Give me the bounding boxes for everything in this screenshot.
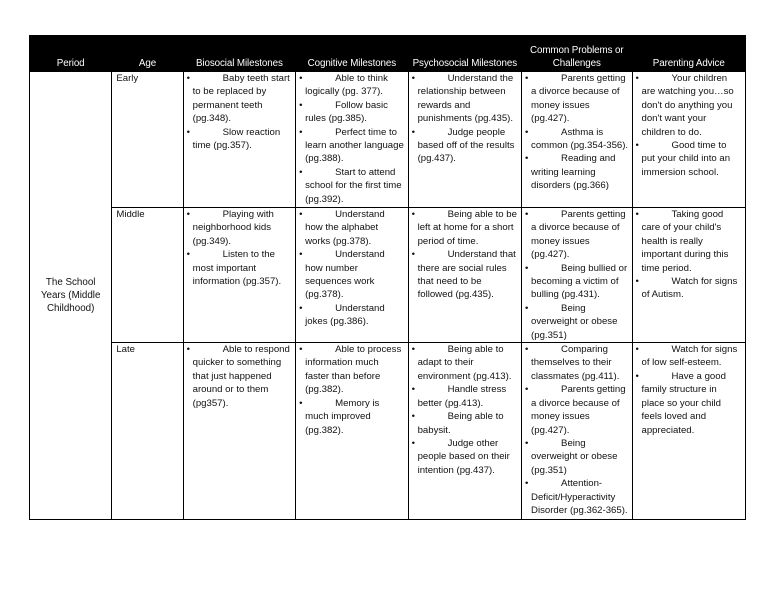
bullet-icon: • (525, 153, 529, 165)
table-row-late (30, 343, 746, 520)
biosocial-cell (183, 208, 295, 343)
list-item (525, 208, 628, 262)
bullet-icon: • (411, 344, 415, 356)
bullet-icon: • (635, 140, 639, 152)
list-item (525, 72, 628, 126)
list-item (187, 248, 292, 288)
header-parenting: Parenting Advice (632, 36, 746, 72)
problems-cell (522, 208, 632, 343)
list-item-text: Able to think logically (pg. 377). (305, 73, 388, 98)
biosocial-cell (183, 343, 295, 520)
list-item-text: Perfect time to learn another language (pg.388). (305, 126, 404, 165)
header-age: Age (112, 36, 183, 72)
list-item-text: Understand that there are social rules that need to be followed (pg.435). (417, 249, 516, 301)
header-row (30, 36, 746, 72)
table-row-early (30, 72, 746, 208)
list-item-text: Taking good care of your child's health is really important during this time period. (641, 209, 729, 274)
list-item (299, 208, 404, 248)
list-item-text: Able to respond quicker to something that just happened around or to them (pg357). (192, 344, 290, 409)
list-item (412, 126, 518, 166)
list-item (525, 383, 628, 437)
cognitive-cell (296, 72, 408, 208)
list-item (412, 437, 518, 477)
cognitive-cell (296, 208, 408, 343)
milestones-table (29, 35, 746, 520)
psychosocial-cell (408, 208, 521, 343)
bullet-icon: • (635, 276, 639, 288)
header-biosocial: Biosocial Milestones (183, 36, 295, 72)
list-item (187, 126, 292, 153)
bullet-icon: • (186, 209, 190, 220)
age-cell: Early (112, 72, 183, 208)
list-item (525, 152, 628, 192)
list-item-text: Parents getting a divorce because of money issues (pg.427). (531, 73, 626, 125)
problems-cell (522, 72, 632, 208)
list-item (299, 166, 404, 206)
list-item-text: Memory is much improved (pg.382). (305, 397, 380, 436)
cognitive-cell (296, 343, 408, 520)
list-item-text: Being able to adapt to their environment (pg.413). (417, 344, 512, 382)
list-item-text: Able to process information much faster than before (pg.382). (305, 344, 402, 396)
list-item (525, 262, 628, 302)
bullet-icon: • (411, 249, 415, 261)
bullet-icon: • (299, 99, 303, 111)
list-item-text: Follow basic rules (pg.385). (305, 99, 388, 125)
bullet-icon: • (186, 344, 190, 356)
list-item-text: Asthma is common (pg.354-356). (531, 126, 629, 152)
list-item (412, 208, 518, 248)
list-item (187, 343, 292, 410)
bullet-icon: • (635, 370, 639, 382)
bullet-icon: • (299, 344, 303, 356)
list-item-text: Judge people based off of the results (pg.437). (417, 126, 515, 165)
list-item-text: Being overweight or obese (pg.351) (531, 437, 618, 476)
list-item-text: Understand jokes (pg.386). (305, 302, 385, 328)
bullet-icon: • (411, 411, 415, 423)
list-item (525, 477, 628, 517)
bullet-icon: • (411, 209, 415, 220)
list-item (525, 343, 628, 383)
psychosocial-cell (408, 72, 521, 208)
bullet-icon: • (635, 209, 639, 220)
list-item-text: Being overweight or obese (pg.351) (531, 302, 618, 341)
bullet-icon: • (525, 209, 529, 220)
list-item-text: Watch for signs of Autism. (641, 276, 738, 301)
list-item (636, 343, 743, 370)
list-item-text: Attention-Deficit/Hyperactivity Disorder (pg.362-365). (531, 478, 628, 516)
list-item-text: Slow reaction time (pg.357). (192, 126, 281, 152)
bullet-icon: • (299, 166, 303, 178)
bullet-icon: • (186, 126, 190, 138)
bullet-icon: • (525, 302, 529, 314)
bullet-icon: • (525, 73, 529, 84)
problems-cell (522, 343, 632, 520)
list-item-text: Handle stress better (pg.413). (417, 384, 507, 409)
list-item (636, 208, 743, 275)
list-item-text: Listen to the most important information (pg.357). (192, 249, 282, 288)
list-item-text: Have a good family structure in place so your child feels loved and appreciated. (641, 370, 726, 436)
list-item (412, 410, 518, 437)
bullet-icon: • (525, 437, 529, 449)
header-period: Period (30, 36, 112, 72)
list-item (187, 72, 292, 126)
list-item (299, 397, 404, 437)
parenting-cell (632, 343, 746, 520)
list-item-text: Understand the relationship between rewards and punishments (pg.435). (417, 73, 514, 125)
bullet-icon: • (525, 384, 529, 396)
bullet-icon: • (186, 73, 190, 84)
bullet-icon: • (635, 344, 639, 356)
bullet-icon: • (186, 249, 190, 261)
list-item (412, 343, 518, 383)
list-item (299, 99, 404, 126)
bullet-icon: • (525, 126, 529, 138)
bullet-icon: • (299, 209, 303, 220)
biosocial-cell (183, 72, 295, 208)
bullet-icon: • (299, 249, 303, 261)
list-item (412, 72, 518, 126)
bullet-icon: • (299, 302, 303, 314)
list-item-text: Judge other people based on their intention (pg.437). (417, 437, 510, 476)
list-item (412, 248, 518, 302)
list-item (299, 72, 404, 99)
list-item (299, 343, 404, 397)
age-cell: Middle (112, 208, 183, 343)
list-item-text: Start to attend school for the first time (pg.392). (305, 166, 402, 205)
list-item (636, 139, 743, 179)
list-item (636, 72, 743, 139)
list-item-text: Understand how number sequences work (pg.378). (305, 249, 385, 301)
list-item (636, 275, 743, 302)
list-item (299, 302, 404, 329)
header-problems: Common Problems or Challenges (522, 36, 632, 72)
age-cell: Late (112, 343, 183, 520)
bullet-icon: • (411, 437, 415, 449)
header-psychosocial: Psychosocial Milestones (408, 36, 521, 72)
list-item-text: Understand how the alphabet works (pg.378). (305, 209, 385, 247)
parenting-cell (632, 72, 746, 208)
list-item (525, 302, 628, 342)
list-item-text: Reading and writing learning disorders (pg.366) (531, 153, 616, 192)
list-item (525, 437, 628, 477)
list-item-text: Good time to put your child into an immersion school. (641, 140, 731, 178)
list-item-text: Comparing themselves to their classmates (pg.411). (531, 344, 620, 382)
list-item (636, 370, 743, 437)
bullet-icon: • (411, 73, 415, 84)
list-item-text: Watch for signs of low self-esteem. (641, 344, 738, 369)
bullet-icon: • (525, 478, 529, 490)
bullet-icon: • (525, 262, 529, 274)
bullet-icon: • (299, 397, 303, 409)
list-item-text: Parents getting a divorce because of money issues (pg.427). (531, 384, 626, 436)
bullet-icon: • (299, 126, 303, 138)
list-item-text: Being able to babysit. (417, 411, 504, 436)
list-item (525, 126, 628, 153)
bullet-icon: • (411, 384, 415, 396)
bullet-icon: • (525, 344, 529, 356)
parenting-cell (632, 208, 746, 343)
list-item (299, 248, 404, 302)
bullet-icon: • (411, 126, 415, 138)
bullet-icon: • (299, 73, 303, 84)
bullet-icon: • (635, 73, 639, 84)
list-item (412, 383, 518, 410)
list-item-text: Being bullied or becoming a victim of bulling (pg.431). (531, 262, 628, 301)
list-item (299, 126, 404, 166)
list-item (187, 208, 292, 248)
header-cognitive: Cognitive Milestones (296, 36, 408, 72)
psychosocial-cell (408, 343, 521, 520)
list-item-text: Baby teeth start to be replaced by permanent teeth (pg.348). (192, 73, 290, 125)
list-item-text: Being able to be left at home for a short period of time. (417, 209, 517, 247)
table-row-middle (30, 208, 746, 343)
period-cell: The School Years (Middle Childhood) (30, 72, 112, 520)
list-item-text: Playing with neighborhood kids (pg.349). (192, 209, 274, 247)
list-item-text: Parents getting a divorce because of money issues (pg.427). (531, 209, 626, 261)
list-item-text: Your children are watching you…so don't do anything you don't want your children to do. (641, 73, 734, 138)
